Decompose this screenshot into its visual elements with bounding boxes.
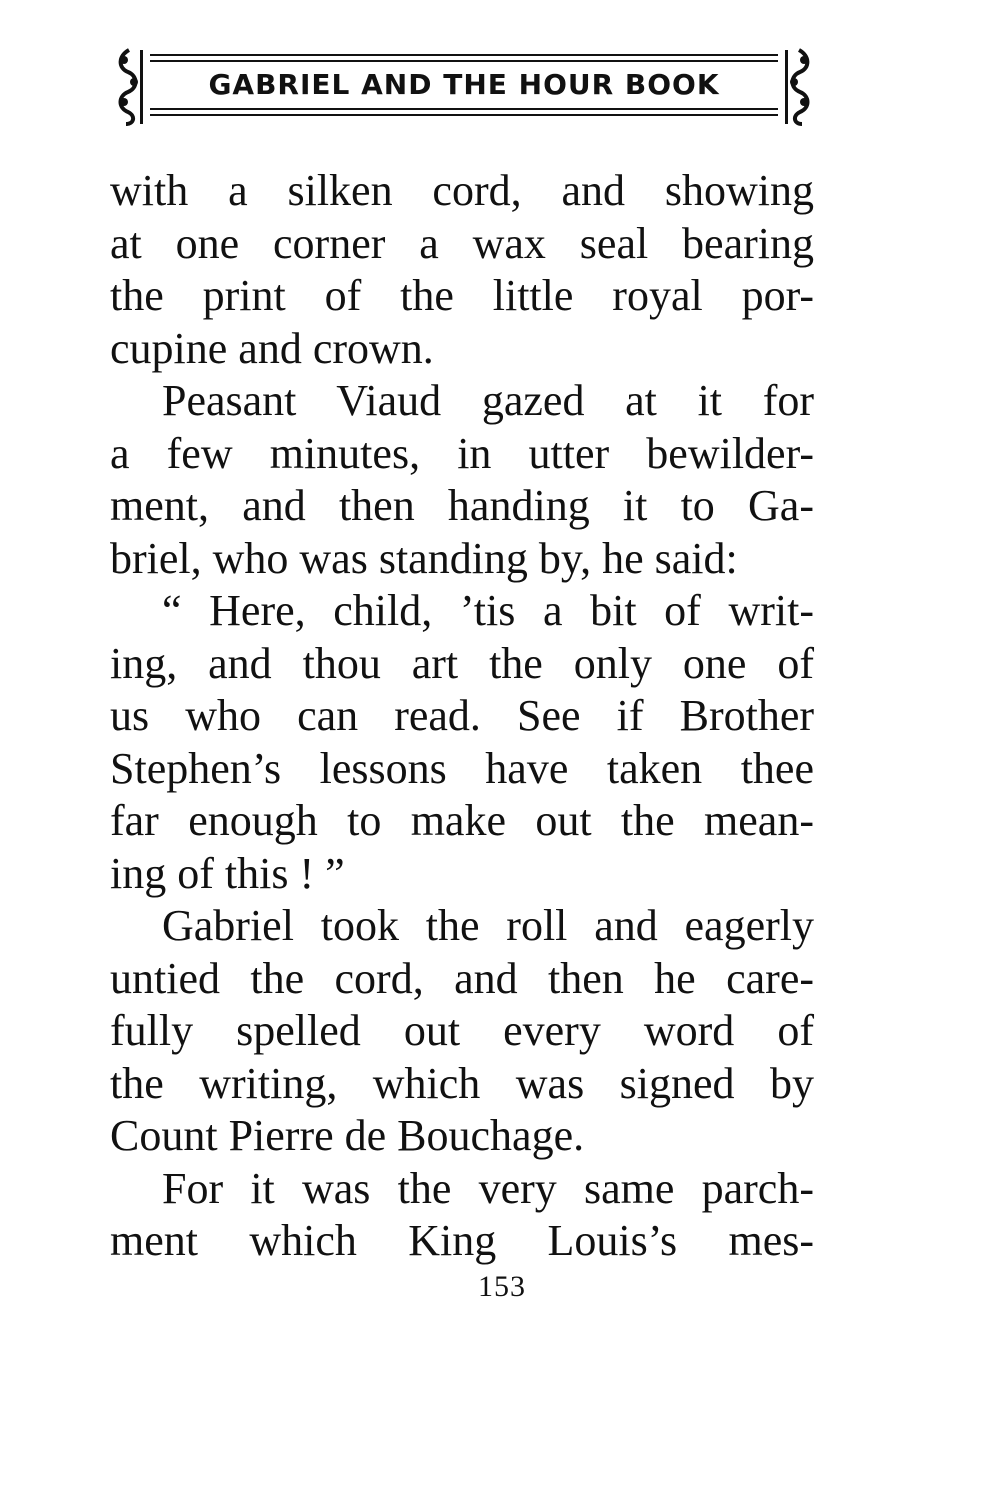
text-line: a few minutes, in utter bewilder- xyxy=(110,428,814,478)
text-line: untied the cord, and then he care- xyxy=(110,953,814,1003)
left-ornament-icon xyxy=(112,46,146,128)
text-line: far enough to make out the mean- xyxy=(110,796,814,845)
text-line: cupine and crown. xyxy=(110,323,434,373)
text-line: ing, and thou art the only one of xyxy=(110,638,814,688)
running-header xyxy=(108,46,820,128)
body-text xyxy=(110,165,814,1268)
header-rule-top-inner xyxy=(150,60,778,62)
running-title: GABRIEL AND THE HOUR BOOK xyxy=(208,68,720,101)
text-line: Gabriel took the roll and eagerly xyxy=(162,901,814,950)
text-line: the print of the little royal por- xyxy=(110,271,814,320)
text-line: For it was the very same parch- xyxy=(162,1163,814,1213)
text-line: ment, and then handing it to Ga- xyxy=(110,481,814,530)
text-line: Stephen’s lessons have taken thee xyxy=(110,743,814,793)
right-ornament-icon xyxy=(782,46,816,128)
text-line: fully spelled out every word of xyxy=(110,1006,814,1055)
page-number: 153 xyxy=(478,1270,526,1303)
text-line: us who can read. See if Brother xyxy=(110,691,814,740)
text-line: briel, who was standing by, he said: xyxy=(110,533,738,583)
text-line: at one corner a wax seal bearing xyxy=(110,218,814,268)
text-line: Peasant Viaud gazed at it for xyxy=(162,376,814,425)
text-line: Count Pierre de Bouchage. xyxy=(110,1111,585,1160)
text-line: ing of this ! ” xyxy=(110,848,345,898)
text-line: with a silken cord, and showing xyxy=(110,166,814,215)
header-rule-top xyxy=(150,54,778,56)
header-rule-bottom xyxy=(150,114,778,116)
text-line: “ Here, child, ’tis a bit of writ- xyxy=(162,586,814,635)
text-line: the writing, which was signed by xyxy=(110,1058,814,1108)
text-line: ment which King Louis’s mes- xyxy=(110,1216,814,1265)
header-rule-bottom-inner xyxy=(150,108,778,110)
